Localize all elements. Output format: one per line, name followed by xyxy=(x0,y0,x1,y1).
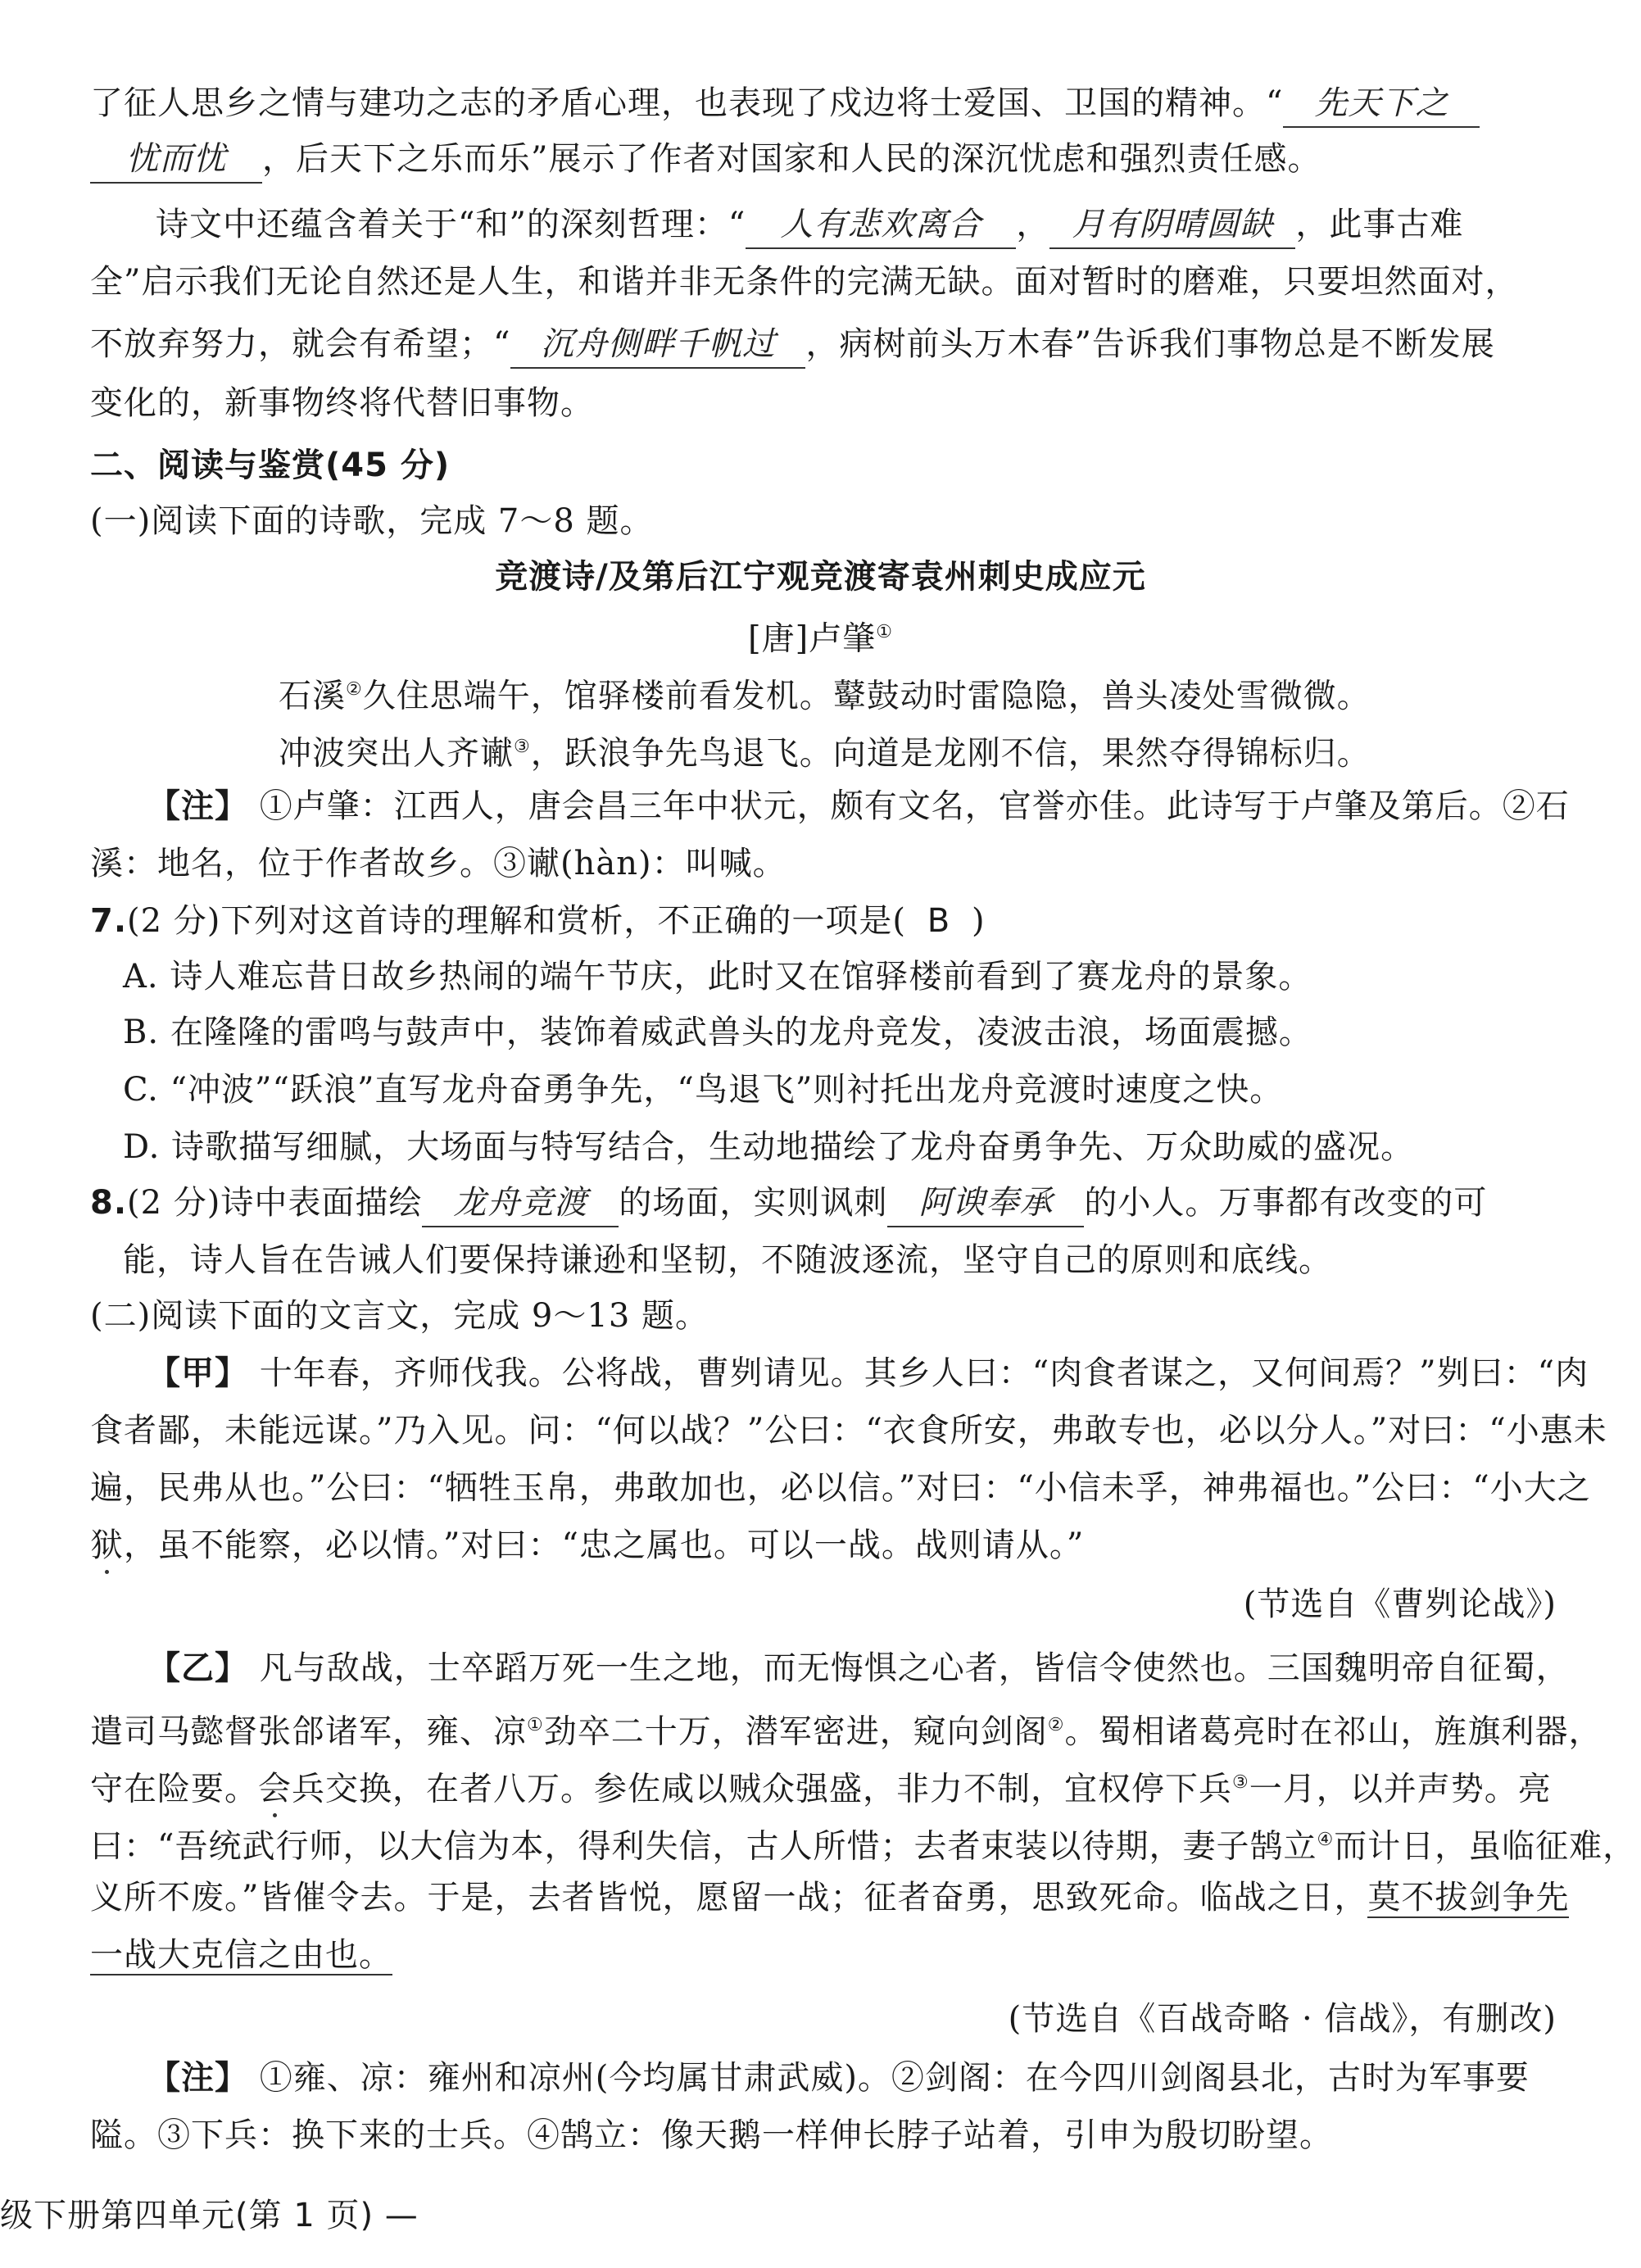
source: (节选自《百战奇略 · 信战》，有删改) xyxy=(1008,2000,1557,2038)
option-a: A. 诗人难忘昔日故乡热闹的端午节庆，此时又在馆驿楼前看到了赛龙舟的景象。 xyxy=(123,958,1312,996)
sub-heading: (一)阅读下面的诗歌，完成 7～8 题。 xyxy=(90,502,654,540)
sub-heading: (二)阅读下面的文言文，完成 9～13 题。 xyxy=(90,1297,709,1335)
yi-line: 义所不废。”皆催令去。于是，去者皆悦，愿留一战；征者奋勇，思致死命。临战之日，莫不拔剑争先 xyxy=(90,1879,1570,1916)
page-footer: 级下册第四单元(第 1 页) — xyxy=(0,2197,419,2234)
question-8-line2: 能，诗人旨在告诫人们要保持谦逊和坚韧，不随波逐流，坚守自己的原则和底线。 xyxy=(123,1241,1332,1279)
poem-note: 【注】 ①卢肇：江西人，唐会昌三年中状元，颇有文名，官誉亦佳。此诗写于卢肇及第后。②石 xyxy=(147,787,1570,825)
emphasis-dot-char: 狱 xyxy=(90,1526,124,1564)
para-line: 了征人思乡之情与建功之志的矛盾心理，也表现了戍边将士爱国、卫国的精神。“ 先天下之 xyxy=(90,80,1565,128)
poem-note: 溪：地名，位于作者故乡。③谳(hàn)：叫喊。 xyxy=(90,845,787,882)
question-8: 8.(2 分)诗中表面描绘 龙舟竞渡 的场面，实则讽刺 阿谀奉承 的小人。万事都有改变的可 xyxy=(90,1180,1565,1227)
answer-blank: 龙舟竞渡 xyxy=(422,1180,619,1227)
question-7: 7.(2 分)下列对这首诗的理解和赏析，不正确的一项是( B ) xyxy=(90,898,1565,944)
yi-line: 守在险要。会兵交换，在者八万。参佐咸以贼众强盛，非力不制，宜权停下兵③一月，以并声势。亮 xyxy=(90,1770,1552,1808)
answer-blank: 月有阴晴圆缺 xyxy=(1049,202,1295,249)
answer-blank: 先天下之 xyxy=(1283,80,1480,128)
poem-line: 石溪②久住思端午，馆驿楼前看发机。鼙鼓动时雷隐隐，兽头凌处雪微微。 xyxy=(279,677,1371,715)
poem-title: 竞渡诗/及第后江宁观竞渡寄袁州刺史成应元 xyxy=(495,558,1146,596)
section-heading: 二、阅读与鉴赏(45 分) xyxy=(90,447,451,484)
jia-line: 狱，虽不能察，必以情。”对曰：“忠之属也。可以一战。战则请从。” xyxy=(90,1526,1085,1564)
yi-line: 【乙】 凡与敌战，士卒蹈万死一生之地，而无悔惧之心者，皆信令使然也。三国魏明帝自征蜀， xyxy=(147,1649,1570,1687)
para-line: 忧而忧 ，后天下之乐而乐”展示了作者对国家和人民的深沉忧虑和强烈责任感。 xyxy=(90,136,1565,184)
jia-line: 遍，民弗从也。”公曰：“牺牲玉帛，弗敢加也，必以信。”对曰：“小信未孚，神弗福也。”公曰：“小大之 xyxy=(90,1469,1591,1507)
source: (节选自《曹刿论战》) xyxy=(1243,1585,1557,1623)
yi-note: 【注】 ①雍、凉：雍州和凉州(今均属甘肃武威)。②剑阁：在今四川剑阁县北，古时为军事要 xyxy=(147,2059,1530,2097)
para-line: 全”启示我们无论自然还是人生，和谐并非无条件的完满无缺。面对暂时的磨难，只要坦然面对， xyxy=(90,263,1519,301)
answer-blank: 沉舟侧畔千帆过 xyxy=(510,321,805,369)
underlined-sentence: 莫不拔剑争先 xyxy=(1367,1879,1570,1916)
para-line: 变化的，新事物终将代替旧事物。 xyxy=(90,384,594,422)
emphasis-dot-char: 会 xyxy=(258,1770,292,1808)
answer-choice: B xyxy=(927,902,951,940)
option-d: D. 诗歌描写细腻，大场面与特写结合，生动地描绘了龙舟奋勇争先、万众助威的盛况。 xyxy=(123,1128,1415,1166)
jia-line: 食者鄙，未能远谋。”乃入见。问：“何以战？”公曰：“衣食所安，弗敢专也，必以分人。”对曰：“小惠未 xyxy=(90,1412,1607,1449)
poem-line: 冲波突出人齐谳③，跃浪争先鸟退飞。向道是龙刚不信，果然夺得锦标归。 xyxy=(279,734,1371,773)
option-c: C. “冲波”“跃浪”直写龙舟奋勇争先，“鸟退飞”则衬托出龙舟竞渡时速度之快。 xyxy=(123,1071,1284,1109)
jia-line: 【甲】 十年春，齐师伐我。公将战，曹刿请见。其乡人曰：“肉食者谋之，又何间焉？”刿曰：“肉 xyxy=(147,1354,1589,1392)
yi-line: 遣司马懿督张郃诸军，雍、凉①劲卒二十万，潜军密进，窥向剑阁②。蜀相诸葛亮时在祁山，旌旗利器， xyxy=(90,1712,1602,1751)
answer-blank: 人有悲欢离合 xyxy=(746,202,1016,249)
para-line: 不放弃努力，就会有希望；“ 沉舟侧畔千帆过 ，病树前头万木春”告诉我们事物总是不断发展 xyxy=(90,321,1565,369)
yi-line xyxy=(90,1932,1565,1978)
poem-author: [唐]卢肇① xyxy=(748,619,893,658)
para-line: 诗文中还蕴含着关于“和”的深刻哲理：“ 人有悲欢离合 ， 月有阴晴圆缺 ，此事古难 xyxy=(156,202,1630,249)
option-b: B. 在隆隆的雷鸣与鼓声中，装饰着威武兽头的龙舟竞发，凌波击浪，场面震撼。 xyxy=(123,1014,1312,1051)
yi-line: 曰：“吾统武行师，以大信为本，得利失信，古人所惜；去者束装以待期，妻子鹄立④而计日，虽临征难， xyxy=(90,1827,1637,1866)
answer-blank: 阿谀奉承 xyxy=(887,1180,1084,1227)
underlined-sentence: 一战大克信之由也。 xyxy=(90,1936,392,1974)
yi-note: 隘。③下兵：换下来的士兵。④鹄立：像天鹅一样伸长脖子站着，引申为殷切盼望。 xyxy=(90,2116,1333,2154)
answer-blank: 忧而忧 xyxy=(90,136,262,184)
